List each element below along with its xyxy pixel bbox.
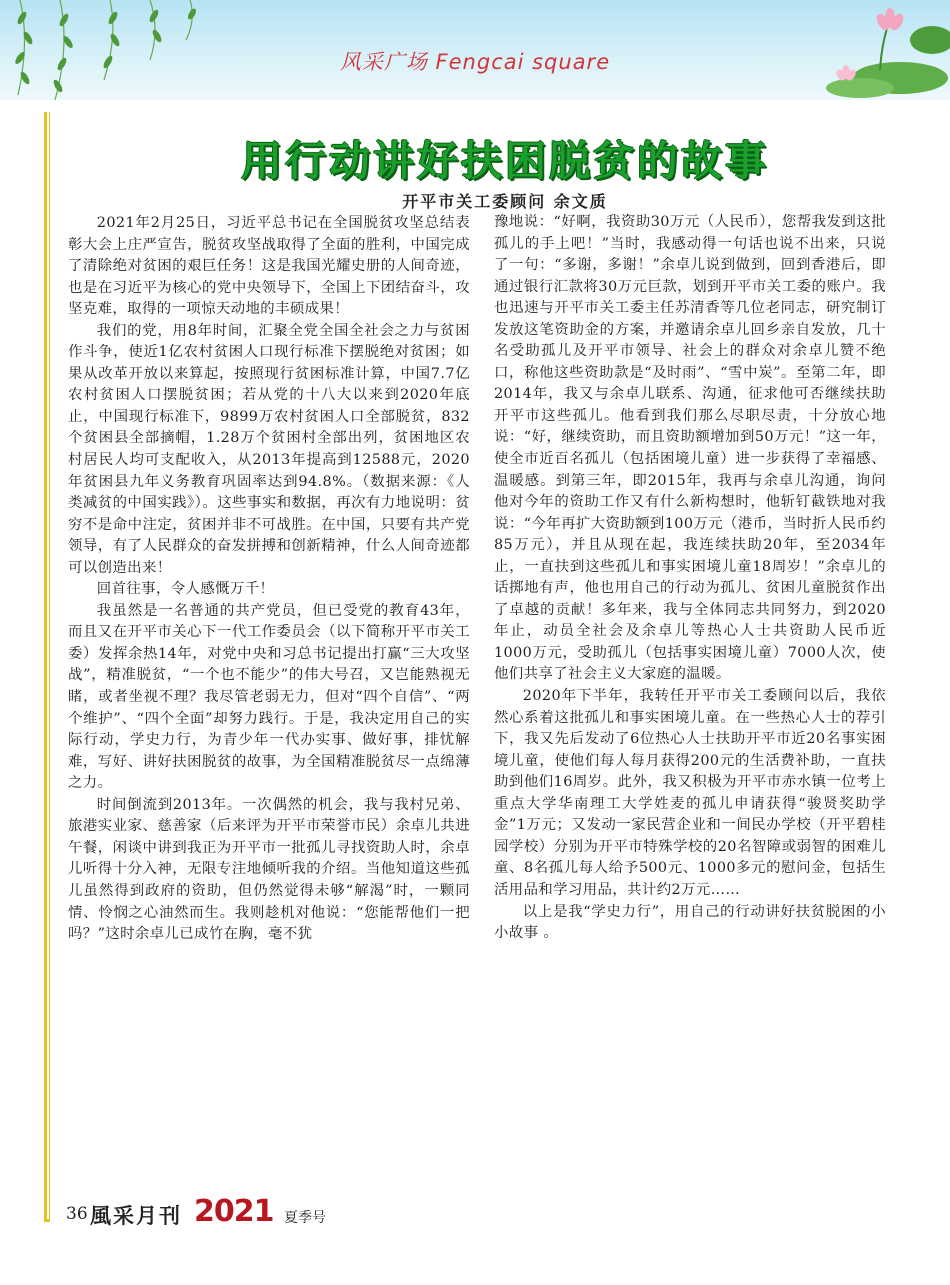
border-corner bbox=[44, 1219, 50, 1222]
left-border-line bbox=[44, 112, 47, 1220]
article-author: 开平市关工委顾问 余文质 bbox=[402, 192, 608, 211]
paragraph: 时间倒流到2013年。一次偶然的机会，我与我村兄弟、旅港实业家、慈善家（后来评为开平市荣誉市民）余卓儿共进午餐，闲谈中讲到我正为开平市一批孤儿寻找资助人时，余卓儿听得十分入神，无限专注地倾听我的介绍。当他知道这些孤儿虽然得到政府的资助，但仍然觉得未够“解渴”时，一颗同情、怜悯之心油然而生。我则趁机对他说：“您能帮他们一把吗？”这时余卓儿已成竹在胸，毫不犹 bbox=[68, 796, 470, 943]
magazine-issue: 夏季号 bbox=[284, 1210, 326, 1226]
page-number: 36 bbox=[66, 1204, 88, 1224]
paragraph: 2020年下半年，我转任开平市关工委顾问以后，我依然心系着这批孤儿和事实困境儿童。在一些热心人士的荐引下，我又先后发动了6位热心人士扶助开平市近20名事实困境儿童，使他们每人每月获得200元的生活费补助，一直扶助到他们16周岁。此外，我又积极为开平市赤水镇一位考上重点大学华南理工大学姓麦的孤儿申请获得“骏贤奖助学金”1万元；又发动一家民营企业和一间民办学校（开平碧桂园学校）分别为开平市特殊学校的20名智障或弱智的困难儿童、8名孤儿每人给予500元、1000多元的慰问金，包括生活用品和学习用品，共计约2万元…… bbox=[494, 688, 886, 898]
paragraph: 我虽然是一名普通的共产党员，但已受党的教育43年，而且又在开平市关心下一代工作委员会（以下简称开平市关工委）发挥余热14年，对党中央和习总书记提出打赢“三大攻坚战”，精准脱贫，“一个也不能少”的伟大号召，又岂能熟视无睹，或者坐视不理？我尽管老弱无力，但对“四个自信”、“两个维护”、“四个全面”却努力践行。于是，我决定用自己的实际行动，学史力行，为青少年一代办实事、做好事，排忧解难，写好、讲好扶困脱贫的故事，为全国精准脱贫尽一点绵薄之力。 bbox=[68, 602, 470, 792]
paragraph: 以上是我“学史力行”，用自己的行动讲好扶贫脱困的小小故事 。 bbox=[494, 903, 886, 942]
magazine-year: 2021 bbox=[194, 1194, 274, 1229]
paragraph: 2021年2月25日，习近平总书记在全国脱贫攻坚总结表彰大会上庄严宣告，脱贫攻坚战取得了全面的胜利，中国完成了清除绝对贫困的艰巨任务！这是我国光耀史册的人间奇迹，也是在习近平为核心的党中央领导下，全国上下团结奋斗，攻坚克难，取得的一项惊天动地的丰硕成果！ bbox=[68, 215, 470, 318]
lotus-decoration bbox=[750, 0, 950, 100]
section-title: 风采广场 Fengcai square bbox=[339, 50, 611, 74]
magazine-name: 風采月刊 bbox=[90, 1203, 182, 1228]
article-title: 用行动讲好扶困脱贫的故事 bbox=[241, 137, 769, 185]
header-banner bbox=[0, 0, 950, 100]
left-column bbox=[68, 213, 470, 946]
left-border-line-inner bbox=[49, 112, 50, 1220]
paragraph: 回首往事，令人感慨万千！ bbox=[96, 581, 275, 598]
right-column bbox=[494, 212, 886, 945]
paragraph-continuation: 豫地说：“好啊，我资助30万元（人民币），您帮我发到这批孤儿的手上吧！”当时，我感动得一句话也说不出来，只说了一句：“多谢，多谢！”余卓儿说到做到，回到香港后，即通过银行汇款将30万元巨款，划到开平市关工委的账户。我也迅速与开平市关工委主任苏清香等几位老同志，研究制订发放这笔资助金的方案，并邀请余卓儿回乡亲自发放，几十名受助孤儿及开平市领导、社会上的群众对余卓儿赞不绝口，称他这些资助款是“及时雨”、“雪中炭”。至第二年，即2014年，我又与余卓儿联系、沟通，征求他可否继续扶助开平市这些孤儿。他看到我们那么尽职尽责，十分放心地说：“好，继续资助，而且资助额增加到50万元！”这一年，使全市近百名孤儿（包括困境儿童）进一步获得了幸福感、温暖感。到第三年，即2015年，我再与余卓儿沟通，询问他对今年的资助工作又有什么新构想时，他斩钉截铁地对我说：“今年再扩大资助额到100万元（港币，当时折人民币约85万元），并且从现在起，我连续扶助20年，至2034年止，一直扶到这些孤儿和事实困境儿童18周岁！”余卓儿的话掷地有声，他也用自己的行动为孤儿、贫困儿童脱贫作出了卓越的贡献！多年来，我与全体同志共同努力，到2020年止，动员全社会及余卓儿等热心人士共资助人民币近1000万元，受助孤儿（包括事实困境儿童）7000人次，使他们共享了社会主义大家庭的温暖。 bbox=[494, 214, 886, 683]
paragraph: 我们的党，用8年时间，汇聚全党全国全社会之力与贫困作斗争，使近1亿农村贫困人口现行标准下摆脱绝对贫困；如果从改革开放以来算起，按照现行贫困标准计算，中国7.7亿农村贫困人口摆脱贫困；若从党的十八大以来到2020年底止，中国现行标准下，9899万农村贫困人口全部脱贫，832个贫困县全部摘帽，1.28万个贫困村全部出列，贫困地区农村居民人均可支配收入，从2013年提高到12588元，2020年贫困县九年义务教育巩固率达到94.8%。（数据来源：《人类减贫的中国实践》）。这些事实和数据，再次有力地说明：贫穷不是命中注定，贫困并非不可战胜。在中国，只要有共产党领导，有了人民群众的奋发拼搏和创新精神，什么人间奇迹都可以创造出来！ bbox=[68, 322, 470, 576]
